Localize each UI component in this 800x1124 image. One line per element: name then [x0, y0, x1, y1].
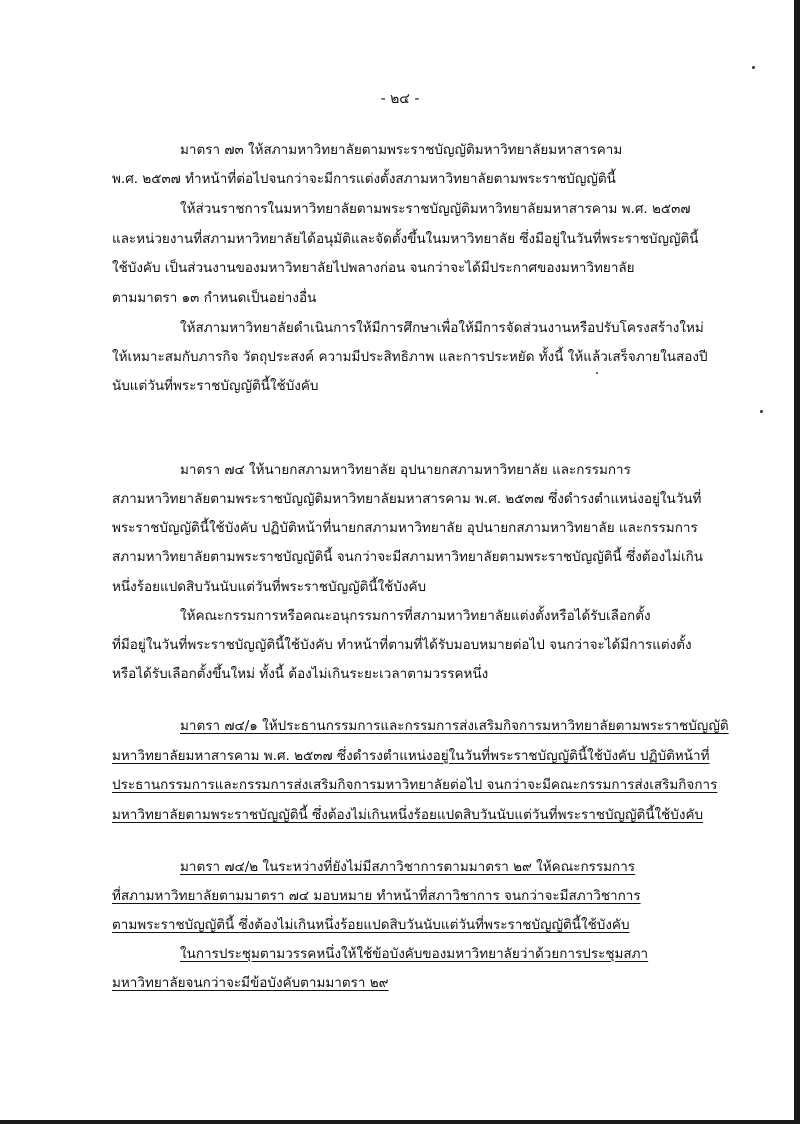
section-74-1-line-1: มาตรา ๗๔/๑ ให้ประธานกรรมการและกรรมการส่งเสริมกิจการมหาวิทยาลัยตามพระราชบัญญัติ — [180, 718, 729, 734]
section-74-2-line-3: ตามพระราชบัญญัตินี้ ซึ่งต้องไม่เกินหนึ่งร้อยแปดสิบวันนับแต่วันที่พระราชบัญญัตินี้ใช้บังคับ — [112, 917, 630, 933]
section-73-line-2: พ.ศ. ๒๕๓๗ ทำหน้าที่ต่อไปจนกว่าจะมีการแต่งตั้งสภามหาวิทยาลัยตามพระราชบัญญัตินี้ — [112, 171, 616, 187]
section-73-line-3: ให้ส่วนราชการในมหาวิทยาลัยตามพระราชบัญญัติมหาวิทยาลัยมหาสารคาม พ.ศ. ๒๕๓๗ — [180, 201, 691, 217]
scan-speck — [760, 410, 763, 413]
section-74-2-line-5: มหาวิทยาลัยจนกว่าจะมีข้อบังคับตามมาตรา ๒๙ — [112, 975, 389, 991]
section-73-line-7: ให้สภามหาวิทยาลัยดำเนินการให้มีการศึกษาเพื่อให้มีการจัดส่วนงานหรือปรับโครงสร้างใหม่ — [180, 320, 704, 336]
section-74-line-3: พระราชบัญญัตินี้ใช้บังคับ ปฏิบัติหน้าที่นายกสภามหาวิทยาลัย อุปนายกสภามหาวิทยาลัย และกรรมการ — [112, 520, 698, 536]
scan-speck — [752, 66, 755, 69]
section-73-line-6: ตามมาตรา ๑๓ กำหนดเป็นอย่างอื่น — [112, 290, 317, 306]
section-74-2-line-2: ที่สภามหาวิทยาลัยตามมาตรา ๗๔ มอบหมาย ทำหน้าที่สภาวิชาการ จนกว่าจะมีสภาวิชาการ — [112, 888, 641, 904]
scan-speck — [596, 372, 598, 374]
scan-edge-right — [794, 0, 800, 1124]
scan-edge-bottom — [0, 1120, 800, 1124]
section-73-line-5: ใช้บังคับ เป็นส่วนงานของมหาวิทยาลัยไปพลางก่อน จนกว่าจะได้มีประกาศของมหาวิทยาลัย — [112, 260, 635, 276]
section-74-1-line-2: มหาวิทยาลัยมหาสารคาม พ.ศ. ๒๕๓๗ ซึ่งดำรงตำแหน่งอยู่ในวันที่พระราชบัญญัตินี้ใช้บังคับ ปฏิบัติหน้าที่ — [112, 748, 710, 764]
section-74-line-2: สภามหาวิทยาลัยตามพระราชบัญญัติมหาวิทยาลัยมหาสารคาม พ.ศ. ๒๕๓๗ ซึ่งดำรงตำแหน่งอยู่ในวันที่ — [112, 491, 702, 507]
section-73-line-1: มาตรา ๗๓ ให้สภามหาวิทยาลัยตามพระราชบัญญัติมหาวิทยาลัยมหาสารคาม — [180, 142, 623, 158]
section-74-line-4: สภามหาวิทยาลัยตามพระราชบัญญัตินี้ จนกว่าจะมีสภามหาวิทยาลัยตามพระราชบัญญัตินี้ ซึ่งต้องไม่เกิน — [112, 549, 703, 565]
page-number: - ๒๔ - — [380, 91, 420, 107]
section-74-line-5: หนึ่งร้อยแปดสิบวันนับแต่วันที่พระราชบัญญัตินี้ใช้บังคับ — [112, 579, 427, 595]
section-74-line-6: ให้คณะกรรมการหรือคณะอนุกรรมการที่สภามหาวิทยาลัยแต่งตั้งหรือได้รับเลือกตั้ง — [180, 608, 651, 624]
section-73-line-4: และหน่วยงานที่สภามหาวิทยาลัยได้อนุมัติและจัดตั้งขึ้นในมหาวิทยาลัย ซึ่งมีอยู่ในวันที่พระราชบัญญัตินี้ — [112, 231, 699, 247]
section-74-line-7: ที่มีอยู่ในวันที่พระราชบัญญัตินี้ใช้บังคับ ทำหน้าที่ตามที่ได้รับมอบหมายต่อไป จนกว่าจะได้มีการแต่งตั้ง — [112, 637, 692, 653]
section-73-line-8: ให้เหมาะสมกับภารกิจ วัตถุประสงค์ ความมีประสิทธิภาพ และการประหยัด ทั้งนี้ ให้แล้วเสร็จภายในสองปี — [112, 349, 708, 365]
section-74-2-line-4: ในการประชุมตามวรรคหนึ่งให้ใช้ข้อบังคับของมหาวิทยาลัยว่าด้วยการประชุมสภา — [180, 946, 649, 962]
section-73-line-9: นับแต่วันที่พระราชบัญญัตินี้ใช้บังคับ — [112, 378, 319, 394]
section-74-line-1: มาตรา ๗๔ ให้นายกสภามหาวิทยาลัย อุปนายกสภามหาวิทยาลัย และกรรมการ — [180, 462, 631, 478]
section-74-2-line-1: มาตรา ๗๔/๒ ในระหว่างที่ยังไม่มีสภาวิชาการตามมาตรา ๒๙ ให้คณะกรรมการ — [180, 859, 636, 875]
section-74-line-8: หรือได้รับเลือกตั้งขึ้นใหม่ ทั้งนี้ ต้องไม่เกินระยะเวลาตามวรรคหนึ่ง — [112, 666, 489, 682]
section-74-1-line-3: ประธานกรรมการและกรรมการส่งเสริมกิจการมหาวิทยาลัยต่อไป จนกว่าจะมีคณะกรรมการส่งเสริมกิจการ — [112, 777, 718, 793]
section-74-1-line-4: มหาวิทยาลัยตามพระราชบัญญัตินี้ ซึ่งต้องไม่เกินหนึ่งร้อยแปดสิบวันนับแต่วันที่พระราชบัญญัตินี้ใช้บังคับ — [112, 807, 704, 823]
